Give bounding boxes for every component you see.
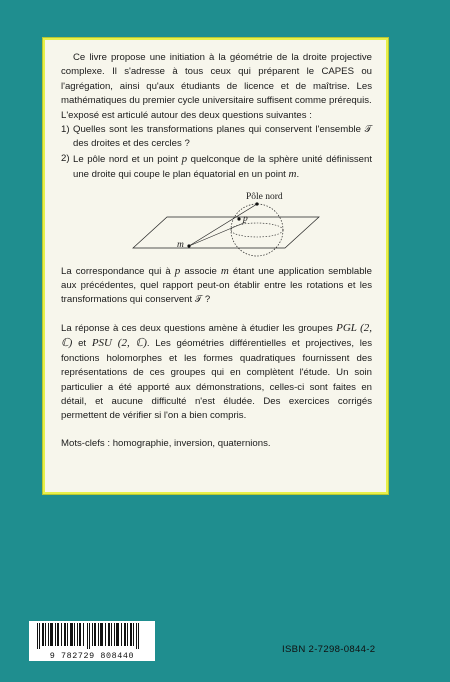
question-2-part-a: Le pôle nord et un point: [73, 153, 179, 165]
point-m: [187, 244, 190, 247]
summary-panel: [45, 40, 386, 492]
question-2: [61, 152, 372, 183]
label-p: p: [243, 213, 248, 224]
paragraph-3-part-b: . Les géométries différentielles et projectives, les fonctions holomorphes et les formes quadratiques fournissent des représentations de ces groupes qui en complètent l'étude. Un soin particulier a été apporté aux démonstrations, celles-ci sont faites en détail, et aucune difficulté n'est éludée. Des exercices corrigés permettent de vérifier si l'on a bien compris.: [61, 338, 372, 422]
group-psu: PSU (2, ℂ): [91, 337, 147, 350]
isbn-number: ISBN 2-7298-0844-2: [282, 644, 376, 655]
point-p: [237, 217, 240, 220]
question-1-text: Quelles sont les transformations planes qui conservent l'ensemble 𝒯 des droites et des cercles ?: [73, 124, 372, 150]
paragraph-3-part-a: La réponse à ces deux questions amène à étudier les groupes: [61, 322, 333, 334]
math-m: m: [288, 168, 297, 181]
barcode: [29, 621, 155, 661]
label-m: m: [177, 239, 184, 250]
stereographic-figure: [61, 184, 372, 262]
paragraph-2-part-c: étant une application semblable aux précédentes, quel rapport peut-on établir entre les rotations et les transformations qui conservent 𝒯 ?: [61, 265, 372, 306]
paragraph-3: [61, 321, 372, 424]
barcode-digits: 9 782729 808440: [49, 651, 135, 661]
barcode-bars: [29, 621, 155, 651]
question-2-number: 2): [61, 152, 70, 164]
spacer: [61, 308, 372, 321]
question-2-part-b: quelconque de la sphère unité définissent une droite qui coupe le plan équatorial en un point: [73, 153, 373, 181]
keywords: Mots-clefs : homographie, inversion, quaternions.: [61, 437, 271, 449]
equatorial-plane: [133, 217, 319, 248]
group-pgl: PGL (2, ℂ): [61, 321, 373, 350]
paragraph-2: [61, 264, 372, 308]
math-p-2: p: [174, 264, 181, 277]
math-m-2: m: [220, 264, 229, 277]
figure-drawing: [61, 184, 371, 262]
paragraph-2-part-b: associe: [184, 265, 217, 277]
question-2-end: .: [296, 169, 300, 181]
projection-line-2: [189, 222, 246, 246]
paragraph-2-part-a: La correspondance qui à: [61, 265, 171, 277]
label-north-pole: Pôle nord: [246, 191, 283, 202]
question-1-number: 1): [61, 124, 70, 136]
spacer-2: [61, 424, 372, 437]
question-2-text: [73, 152, 372, 183]
paragraph-3-and: et: [78, 338, 87, 350]
question-1: [61, 123, 372, 152]
math-p: p: [181, 152, 188, 165]
intro-paragraph: Ce livre propose une initiation à la géométrie de la droite projective complexe. Il s'adresse à tous ceux qui préparent le CAPES ou l'agrégation, ainsi qu'aux étudiants de licence et de maîtrise. Les mathématiques du premier cycle universitaire suffisent comme prérequis.: [61, 52, 372, 107]
lead-sentence: L'exposé est articulé autour des deux questions suivantes :: [61, 109, 312, 121]
